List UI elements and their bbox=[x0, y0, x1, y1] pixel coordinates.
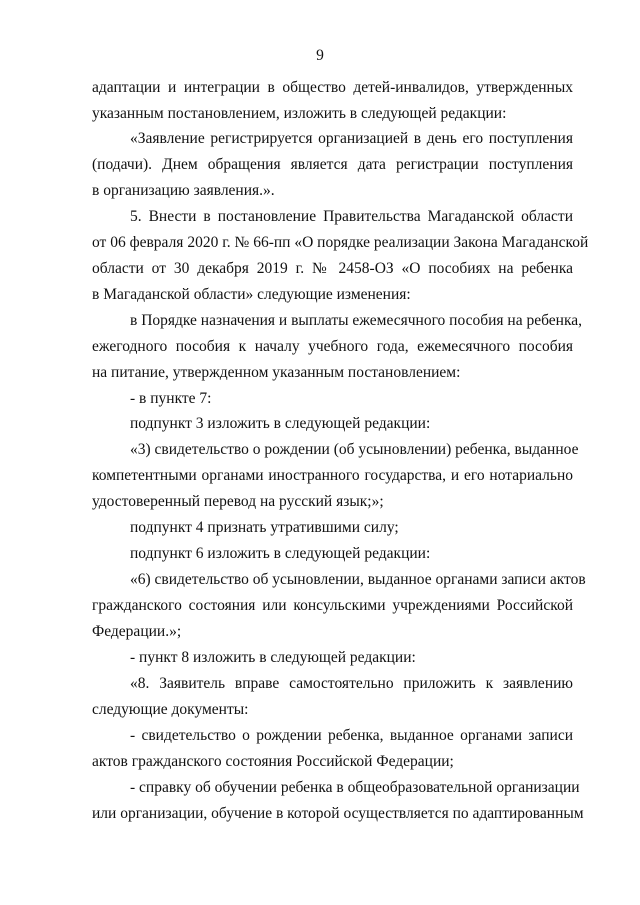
text-line: «Заявление регистрируется организацией в день его поступления bbox=[130, 130, 573, 147]
text-line: области от 30 декабря 2019 г. № 2458-ОЗ «О пособиях на ребенка bbox=[92, 260, 573, 277]
text-line: гражданского состояния или консульскими учреждениями Российской bbox=[92, 597, 573, 614]
text-line: «8. Заявитель вправе самостоятельно приложить к заявлению bbox=[130, 675, 573, 692]
text-line: компетентными органами иностранного государства, и его нотариально bbox=[92, 467, 573, 484]
text-line: в организацию заявления.». bbox=[92, 182, 275, 199]
text-line: в Магаданской области» следующие изменения: bbox=[92, 286, 411, 303]
page-number: 9 bbox=[316, 47, 324, 64]
text-line: «3) свидетельство о рождении (об усыновлении) ребенка, выданное bbox=[130, 441, 579, 458]
text-line: - справку об обучении ребенка в общеобразовательной организации bbox=[130, 779, 580, 796]
text-line: - пункт 8 изложить в следующей редакции: bbox=[130, 649, 416, 666]
text-line: «6) свидетельство об усыновлении, выданное органами записи актов bbox=[130, 571, 586, 588]
text-line: на питание, утвержденном указанным постановлением: bbox=[92, 364, 461, 381]
text-line: (подачи). Днем обращения является дата регистрации поступления bbox=[92, 156, 573, 173]
text-line: актов гражданского состояния Российской Федерации; bbox=[92, 753, 454, 770]
text-line: подпункт 4 признать утратившими силу; bbox=[130, 519, 399, 536]
text-line: подпункт 6 изложить в следующей редакции: bbox=[130, 545, 431, 562]
text-line: или организации, обучение в которой осуществляется по адаптированным bbox=[92, 805, 584, 822]
text-line: Федерации.»; bbox=[92, 623, 182, 640]
text-line: адаптации и интеграции в общество детей-инвалидов, утвержденных bbox=[92, 79, 573, 96]
text-line: удостоверенный перевод на русский язык;»; bbox=[92, 493, 384, 510]
text-line: подпункт 3 изложить в следующей редакции: bbox=[130, 415, 431, 432]
text-line: 5. Внести в постановление Правительства Магаданской области bbox=[130, 208, 573, 225]
text-line: в Порядке назначения и выплаты ежемесячного пособия на ребенка, bbox=[130, 312, 583, 329]
text-line: - свидетельство о рождении ребенка, выданное органами записи bbox=[130, 727, 573, 744]
text-line: следующие документы: bbox=[92, 701, 249, 718]
text-line: ежегодного пособия к началу учебного года, ежемесячного пособия bbox=[92, 338, 573, 355]
text-line: от 06 февраля 2020 г. № 66-пп «О порядке реализации Закона Магаданской bbox=[92, 234, 589, 251]
text-line: указанным постановлением, изложить в следующей редакции: bbox=[92, 105, 507, 122]
text-line: - в пункте 7: bbox=[130, 390, 212, 407]
